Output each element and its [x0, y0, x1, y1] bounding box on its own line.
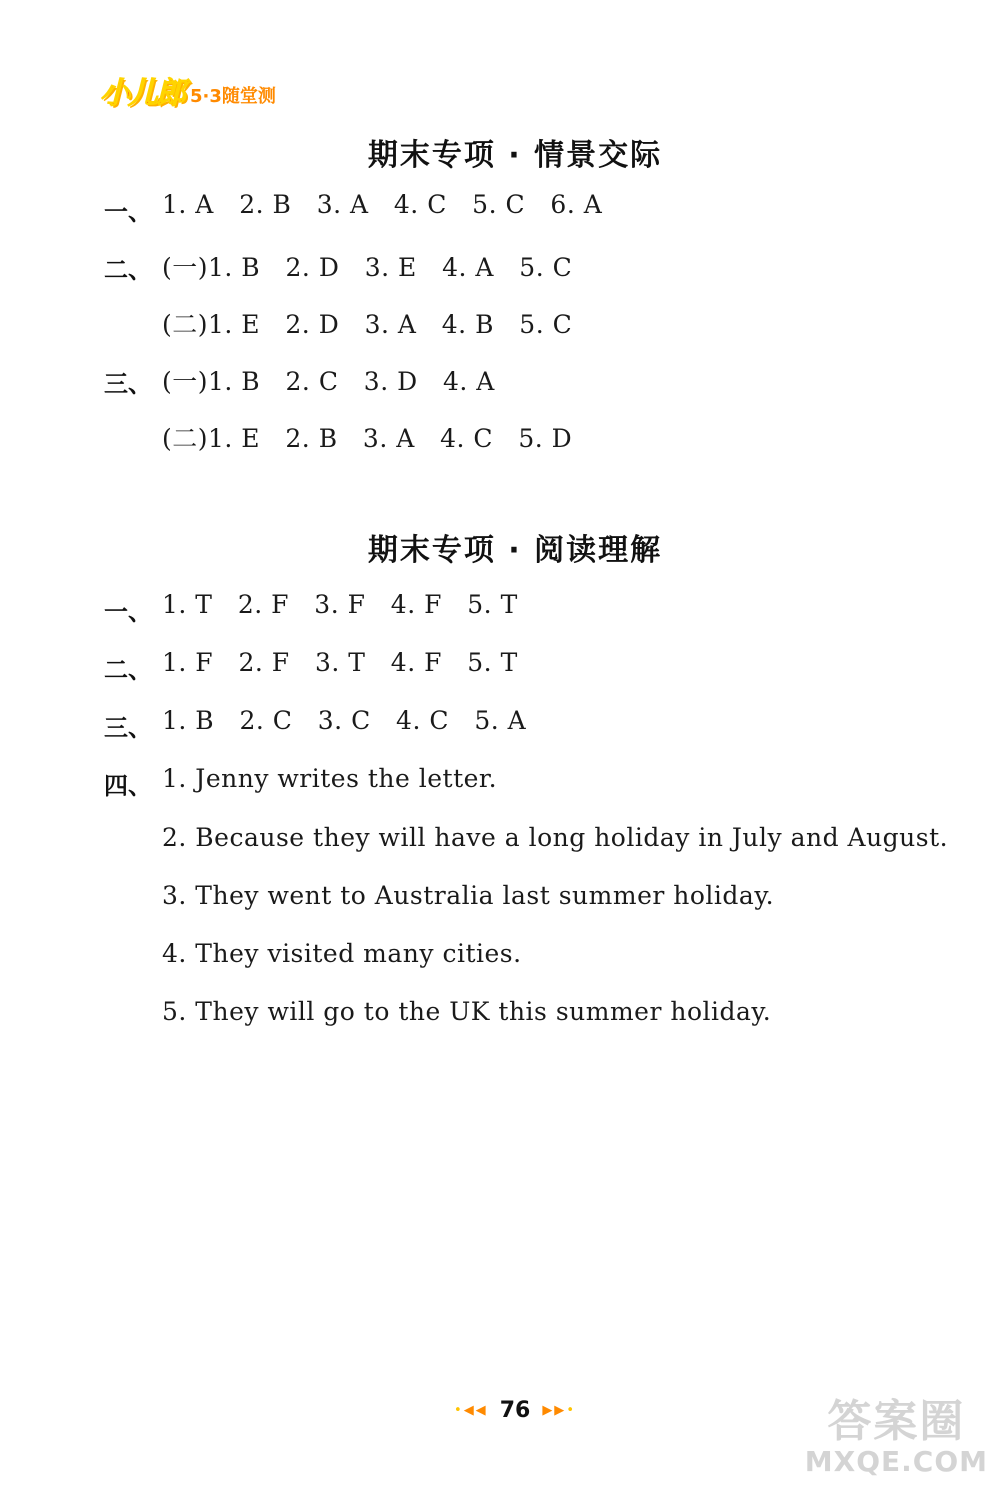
publisher-logo	[100, 72, 276, 112]
watermark-top: 答案圈	[827, 1396, 966, 1447]
answer-row: 3. They went to Australia last summer holiday.	[162, 881, 775, 910]
row-label: 一、	[104, 598, 152, 626]
answer-row: 1. B 2. C 3. C 4. C 5. A	[162, 706, 527, 735]
site-watermark	[805, 1397, 988, 1477]
answer-row: (一)1. B 2. C 3. D 4. A	[162, 367, 495, 396]
watermark-bottom: MXQE.COM	[804, 1445, 988, 1478]
logo-sub-text: 5·3随堂测	[190, 86, 276, 107]
answer-row: (一)1. B 2. D 3. E 4. A 5. C	[162, 253, 573, 282]
row-label: 二、	[104, 656, 152, 684]
answer-row: (二)1. E 2. B 3. A 4. C 5. D	[162, 424, 573, 453]
section-title-situational: 期末专项 · 情景交际	[367, 138, 663, 173]
answer-row: 1. Jenny writes the letter.	[162, 764, 498, 793]
page-number: 76	[499, 1398, 531, 1423]
answer-row: 2. Because they will have a long holiday in July and August.	[162, 823, 949, 852]
logo-main-text: 小儿郎	[100, 76, 184, 111]
row-label: 二、	[104, 256, 152, 284]
answer-row: 1. F 2. F 3. T 4. F 5. T	[162, 648, 518, 677]
answer-row: 1. T 2. F 3. F 4. F 5. T	[162, 590, 518, 619]
row-label: 四、	[104, 772, 152, 800]
answer-row: (二)1. E 2. D 3. A 4. B 5. C	[162, 310, 573, 339]
section-title-reading: 期末专项 · 阅读理解	[367, 533, 663, 568]
answer-row: 5. They will go to the UK this summer holiday.	[162, 997, 772, 1026]
prev-arrows-icon: •◀◀	[454, 1403, 488, 1418]
row-label: 三、	[104, 370, 152, 398]
answer-row: 4. They visited many cities.	[162, 939, 522, 968]
row-label: 一、	[104, 198, 152, 226]
answer-row: 1. A 2. B 3. A 4. C 5. C 6. A	[162, 190, 603, 219]
row-label: 三、	[104, 714, 152, 742]
next-arrows-icon: ▶▶•	[542, 1403, 576, 1418]
